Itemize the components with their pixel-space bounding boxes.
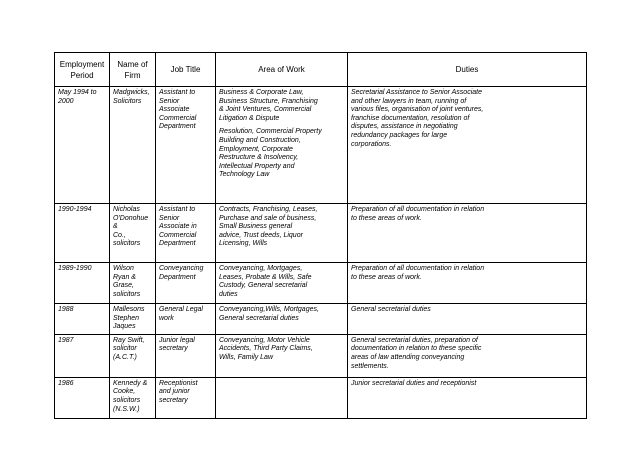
cell-duties bbox=[348, 377, 587, 418]
period-text: 1989-1990 bbox=[58, 265, 92, 272]
area-text: Contracts, Franchising, Leases, Purchase and sale of business, Small Business general advice, Trust deeds, Liquor Licensing, Wills bbox=[219, 206, 318, 248]
duties-text: Secretarial Assistance to Senior Associate and other lawyers in team, running of various files, organisation of joint ventures, franchise documentation, resolution of disputes, assistance in negotiating redundancy packages for large corporations. bbox=[351, 89, 484, 148]
duties-text: General secretarial duties, preparation of documentation in relation to these specific areas of law attending conveyancing settlements. bbox=[351, 336, 482, 370]
table-row bbox=[55, 87, 587, 204]
header-job-title: Job Title bbox=[156, 53, 216, 87]
duties-text: Preparation of all documentation in relation to these areas of work. bbox=[351, 206, 485, 222]
duties-text: Junior secretarial duties and receptionist bbox=[351, 379, 477, 387]
title-text: General Legal work bbox=[159, 306, 203, 322]
cell-title bbox=[156, 87, 216, 204]
table-row bbox=[55, 334, 587, 377]
duties-text: General secretarial duties bbox=[351, 306, 431, 313]
cell-firm bbox=[110, 87, 156, 204]
cell-firm bbox=[110, 377, 156, 418]
cell-firm bbox=[110, 204, 156, 263]
table-row bbox=[55, 204, 587, 263]
cell-period bbox=[55, 304, 110, 335]
title-text: Assistant to Senior Associate in Commercial Department bbox=[159, 206, 197, 248]
title-text: Junior legal secretary bbox=[159, 336, 195, 353]
title-text: Conveyancing Department bbox=[159, 265, 204, 281]
table-row bbox=[55, 377, 587, 418]
title-text: Assistant to Senior Associate Commercial Department bbox=[159, 89, 197, 131]
firm-text: Ray Swift, solicitor (A.C.T.) bbox=[113, 336, 145, 361]
table-row bbox=[55, 304, 587, 335]
cell-firm bbox=[110, 334, 156, 377]
cell-period bbox=[55, 334, 110, 377]
firm-text: Mallesons Stephen Jaques bbox=[113, 306, 145, 331]
cell-title bbox=[156, 377, 216, 418]
period-text: 1986 bbox=[58, 379, 74, 387]
employment-history-table bbox=[54, 52, 587, 419]
period-text: May 1994 to 2000 bbox=[58, 89, 97, 105]
cell-area bbox=[216, 334, 348, 377]
header-area-of-work: Area of Work bbox=[216, 53, 348, 87]
area-text: Business & Corporate Law, Business Structure, Franchising & Joint Ventures, Commercial Litigation & Dispute bbox=[219, 89, 318, 122]
cell-duties bbox=[348, 304, 587, 335]
area-text: Conveyancing, Mortgages, Leases, Probate & Wills, Safe Custody, General secretarial duties bbox=[219, 265, 312, 298]
cell-title bbox=[156, 204, 216, 263]
firm-text: Kennedy & Cooke, solicitors (N.S.W.) bbox=[113, 379, 148, 413]
cell-area bbox=[216, 87, 348, 204]
cell-period bbox=[55, 263, 110, 304]
title-text: Receptionist and junior secretary bbox=[159, 379, 198, 404]
cell-area bbox=[216, 377, 348, 418]
period-text: 1990-1994 bbox=[58, 206, 92, 213]
firm-text: Nicholas O'Donohue & Co., solicitors bbox=[113, 206, 149, 248]
cell-title bbox=[156, 304, 216, 335]
area-text: Conveyancing, Motor Vehicle Accidents, Third Party Claims, Wills, Family Law bbox=[219, 336, 313, 361]
cell-duties bbox=[348, 263, 587, 304]
area-text: Conveyancing,Wills, Mortgages, General secretarial duties bbox=[219, 306, 319, 322]
firm-text: Wilson Ryan & Grase, solicitors bbox=[113, 265, 141, 298]
period-text: 1987 bbox=[58, 336, 74, 344]
header-name-of-firm: Name of Firm bbox=[110, 53, 156, 87]
table-row bbox=[55, 263, 587, 304]
header-row bbox=[55, 53, 587, 87]
cell-period bbox=[55, 204, 110, 263]
cell-title bbox=[156, 263, 216, 304]
duties-text: Preparation of all documentation in relation to these areas of work. bbox=[351, 265, 485, 281]
header-employment-period: Employment Period bbox=[55, 53, 110, 87]
cell-firm bbox=[110, 304, 156, 335]
area-text-continued: Resolution, Commercial Property Building and Construction, Employment, Corporate Restructure & Insolvency, Intellectual Property and Technology Law bbox=[219, 128, 322, 179]
cell-period bbox=[55, 87, 110, 204]
cell-area bbox=[216, 263, 348, 304]
cell-area bbox=[216, 304, 348, 335]
period-text: 1988 bbox=[58, 306, 74, 313]
header-duties: Duties bbox=[348, 53, 587, 87]
firm-text: Madgwicks, Solicitors bbox=[113, 89, 150, 105]
cell-area bbox=[216, 204, 348, 263]
cell-title bbox=[156, 334, 216, 377]
cell-duties bbox=[348, 334, 587, 377]
cell-firm bbox=[110, 263, 156, 304]
cell-duties bbox=[348, 204, 587, 263]
cell-duties bbox=[348, 87, 587, 204]
cell-period bbox=[55, 377, 110, 418]
